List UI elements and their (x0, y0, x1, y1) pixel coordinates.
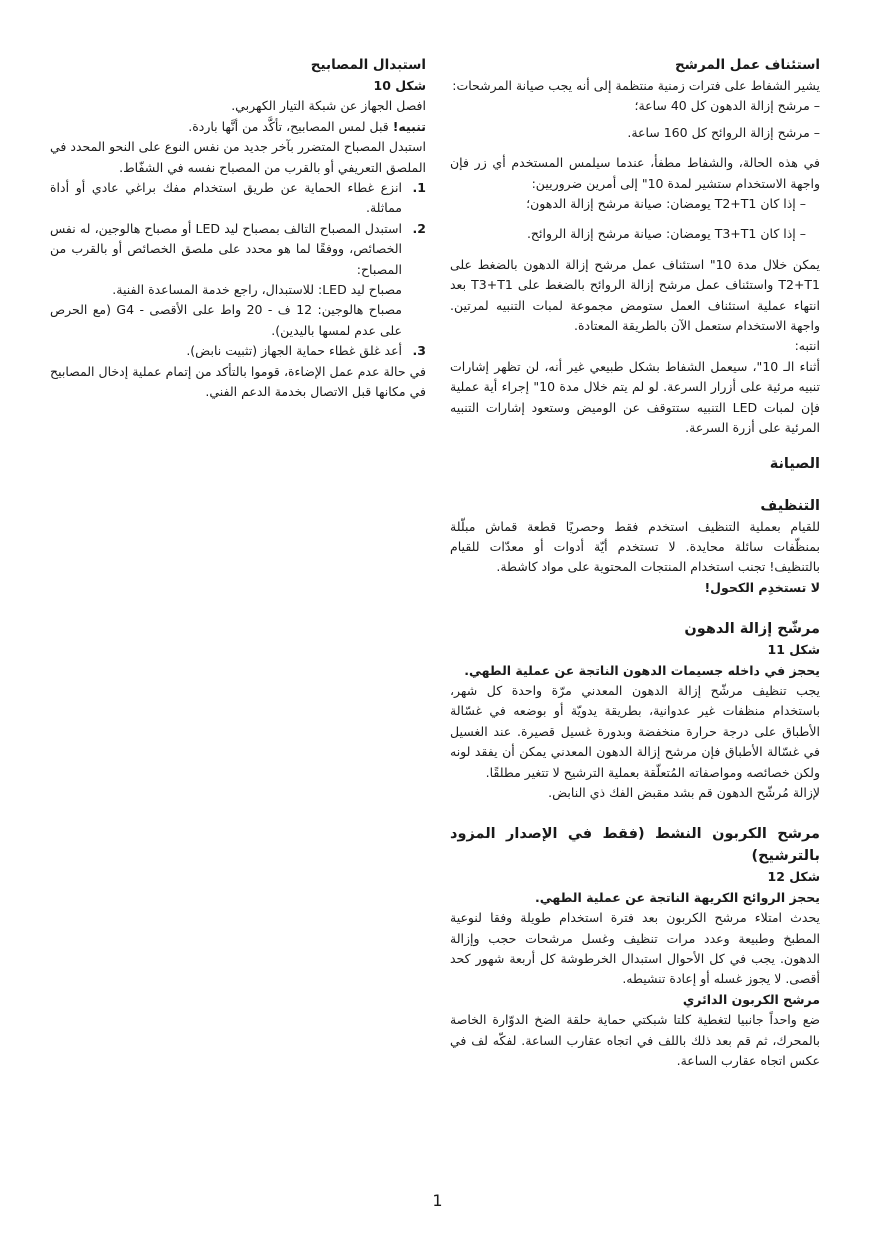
carbon-filter-figure: شكل 12 (767, 869, 820, 885)
note-text: أثناء الـ 10"، سيعمل الشفاط بشكل طبيعي غير أنه، لن تظهر إشارات تنبيه مرئية على أزرار السرعة. لو لم يتم خلال مدة 10" إجراء أية عملية فإن لمبات LED التنبيه ستتوقف عن الوميض وستعود إشارات التنبيه المرئية على أزرة السرعة. (450, 358, 820, 436)
carbon-filter-text: يحدث امتلاء مرشح الكربون بعد فترة استخدام طويلة وفقا لنوعية المطبخ وطبيعة وعدد مرات تنظيف وغسل مرشحات حجب وإزالة الدهون. يجب في كل الأحوال استبدال الخرطوشة كل أربعة شهور كحد أقصى. لا يجوز غسله أو إعادة تنشيطه. (450, 910, 820, 987)
reset-text: يمكن خلال مدة 10" استئناف عمل مرشح إزالة الدهون بالضغط على T2+T1 واستئناف عمل مرشح إزالة الروائح بالضغط على T3+T1 بعد انتهاء عملية استئناف العمل ستومض مجموعة لمبات التنبيه لمرتين. واجهة الاستخدام ستعمل الآن بالطريقة المعتادة. (450, 256, 821, 334)
cleaning-title: التنظيف (760, 497, 820, 514)
step-1-number: 1. (412, 180, 426, 196)
grease-filter-title: مرشّح إزالة الدهون (684, 621, 820, 638)
left-column (50, 55, 426, 403)
step-2 (50, 219, 426, 280)
case-text: في هذه الحالة، والشفاط مطفأ، عندما سيلمس المستخدم أي زر فإن واجهة الاستخدام ستشير لمدة 10" إلى أمرين ضروريين: (450, 155, 820, 191)
grease-filter-figure: شكل 11 (767, 642, 820, 658)
grease-filter-remove: لإزالة مُرشّح الدهون قم بشد مقبض الفك ذي النابض. (548, 784, 820, 800)
grease-filter-text: يجب تنظيف مرشّح إزالة الدهون المعدني مرّة واحدة كل شهر، باستخدام منظفات غير عدوانية، بطريقة يدويّة أو بوضعه في غسّالة الأطباق على درجة حرارة منخفضة وبدورة غسيل قصيرة. عند الغسيل في غسّالة الأطباق فإن مرشح إزالة الدهون المعدني يمكن أن يفقد لونه ولكن خصائصه ومواصفاته المُتعلّقة بعملية الترشيح لا تتغير مطلقًا. (450, 682, 820, 780)
round-carbon-text: ضع واحداً جانبيا لتغطية كلتا شبكتي حماية حلقة الضخ الدوّارة الخاصة بالمحرك، ثم قم بعد ذلك باللف في اتجاه عقارب الساعة. لفكّه لف في عكس اتجاه عقارب الساعة. (450, 1012, 820, 1069)
light-failure-text: في حالة عدم عمل الإضاءة، قوموا بالتأكد من إتمام عملية إدخال المصابيح في مكانها قبل الاتصال بخدمة الدعم الفني. (50, 363, 426, 400)
odour-interval-item: – مرشح إزالة الروائح كل 160 ساعة. (627, 124, 820, 140)
carbon-filter-title: مرشح الكربون النشط (فقط في الإصدار المزود بالترشيح) (450, 826, 820, 865)
warning-line (50, 117, 426, 137)
grease-interval-item: – مرشح إزالة الدهون كل 40 ساعة؛ (634, 98, 820, 114)
carbon-filter-purpose: يحجز الروائح الكريهة الناتجة عن عملية الطهي. (534, 889, 820, 905)
case-odour: – إذا كان T3+T1 يومضان: صيانة مرشح إزالة الروائح. (526, 226, 806, 242)
page-number: 1 (432, 1191, 443, 1210)
lamp-title: استبدال المصابيح (310, 57, 426, 73)
no-alcohol-warning: لا تستخدِم الكحول! (704, 579, 820, 595)
round-carbon-title: مرشح الكربون الدائري (682, 991, 820, 1007)
step-3-text: أعد غلق غطاء حماية الجهاز (تثبيت نابض). (186, 343, 402, 359)
step-2-text: استبدل المصباح التالف بمصباح ليد LED أو مصباح هالوجين، له نفس الخصائص، ووفقًا لما هو محدد على ملصق الخصائص أو بالقرب من المصباح: (50, 220, 402, 277)
note-label: انتبه: (794, 338, 820, 354)
halogen-line: مصباح هالوجين: 12 ف - 20 واط على الأقصى - G4 (مع الحرص على عدم لمسها باليدين). (50, 302, 402, 338)
warning-label: تنبيه! (392, 118, 426, 134)
step-1 (50, 178, 426, 219)
resume-title: استئناف عمل المرشح (674, 57, 820, 73)
lamp-figure: شكل 10 (373, 78, 426, 93)
step-3-number: 3. (412, 343, 426, 359)
right-column (450, 55, 820, 1071)
grease-filter-purpose: يحجز في داخله جسيمات الدهون الناتجة عن عملية الطهي. (464, 662, 820, 678)
step-1-text: انزع غطاء الحماية عن طريق استخدام مفك براغي عادي أو أداة مماثلة. (50, 180, 402, 216)
replace-text: استبدل المصباح المتضرر بآخر جديد من نفس النوع على النحو المحدد في الملصق التعريفي أو بالقرب من المصباح نفسه في الشفّاط. (50, 139, 426, 175)
disconnect-text: افصل الجهاز عن شبكة التيار الكهربي. (231, 98, 426, 114)
warning-text: قبل لمس المصابيح، تأكَّد من أنَّها باردة. (188, 118, 389, 134)
case-grease: – إذا كان T2+T1 يومضان: صيانة مرشح إزالة الدهون؛ (526, 196, 806, 212)
step-3 (50, 341, 426, 361)
resume-intro: يشير الشفاط على فترات زمنية منتظمة إلى أنه يجب صيانة المرشحات: (452, 78, 820, 93)
led-line: مصباح ليد LED: للاستبدال، راجع خدمة المساعدة الفنية. (112, 282, 402, 298)
step-2-number: 2. (412, 220, 426, 236)
maintenance-title: الصيانة (769, 455, 820, 472)
cleaning-text: للقيام بعملية التنظيف استخدم فقط وحصريًا قطعة قماش مبلّلة بمنظّفات سائلة محايدة. لا تستخدم أيّة أدوات أو معدّات للقيام بالتنظيف! تجنب استخدام المنتجات المحتوية على مواد كاشطة. (450, 518, 820, 575)
